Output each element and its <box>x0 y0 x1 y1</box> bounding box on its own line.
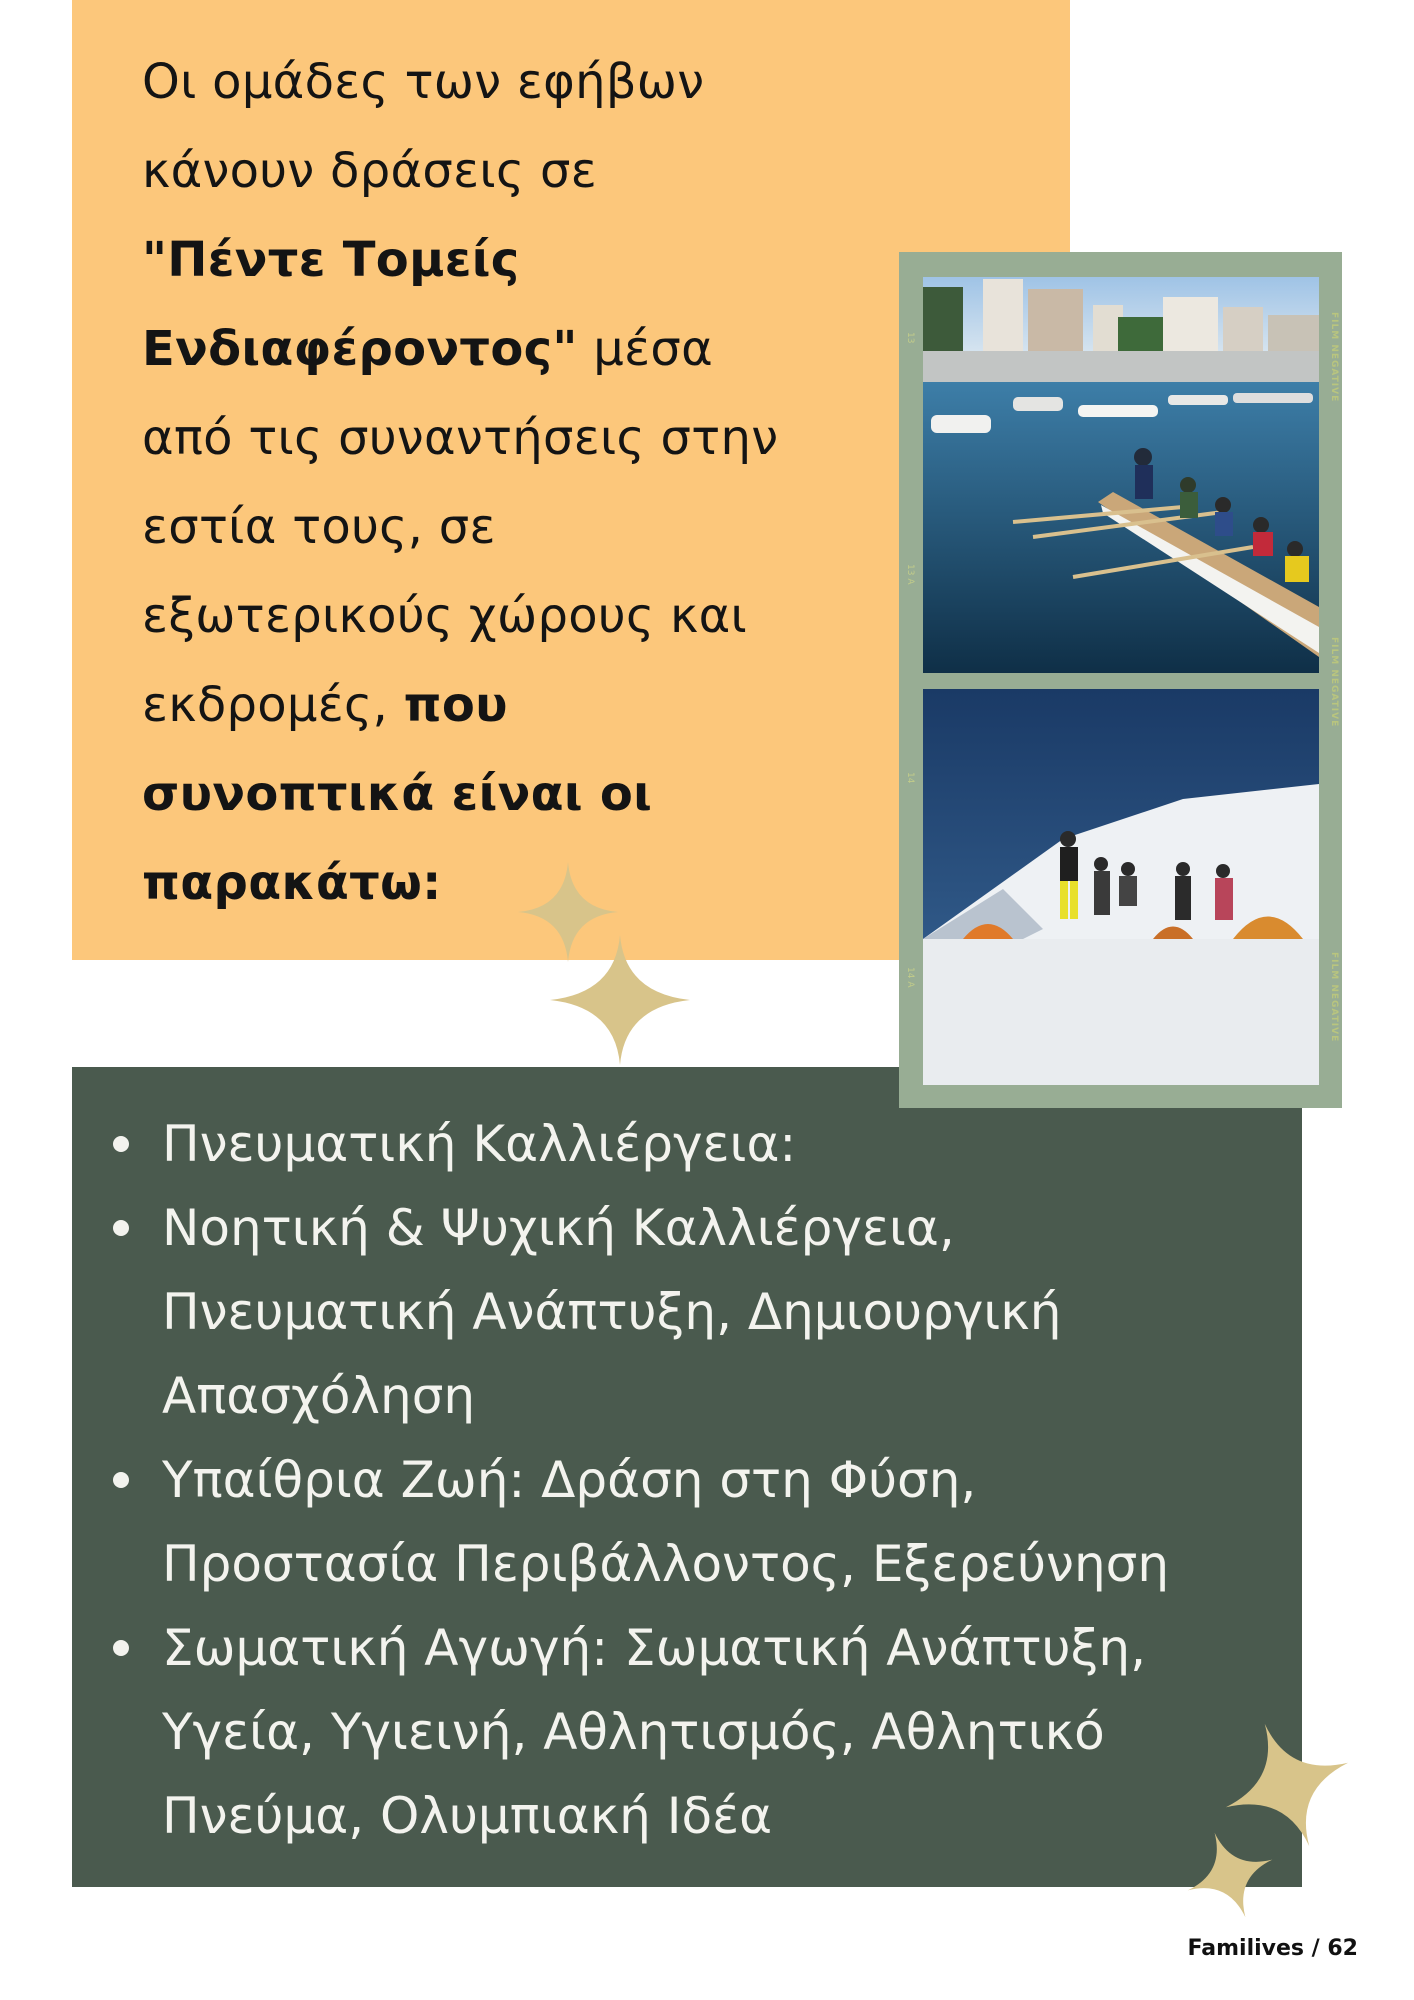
film-label: FILM NEGATIVE <box>1329 952 1339 1043</box>
list-item: Σωματική Αγωγή: Σωματική Ανάπτυξη, Υγεία, Υγιεινή, Αθλητισμός, Αθλητικό Πνεύμα, Ολυμπιακή Ιδέα <box>105 1606 1235 1858</box>
film-mark: 14 A <box>905 967 915 988</box>
film-strip-frame <box>899 252 1342 1108</box>
list-item: Νοητική & Ψυχική Καλλιέργεια, Πνευματική Ανάπτυξη, Δημιουργική Απασχόληση <box>105 1186 1235 1438</box>
sparkle-icon <box>550 935 690 1065</box>
intro-bold-areas: "Πέντε Τομείς Ενδιαφέροντος" <box>142 232 578 377</box>
snow-camp-illustration <box>923 689 1319 1085</box>
rowing-boat-photo <box>923 277 1319 673</box>
activities-list <box>105 1102 1235 1858</box>
intro-line-2: κάνουν δράσεις σε <box>142 143 597 199</box>
intro-line-1: Οι ομάδες των εφήβων <box>142 54 705 110</box>
film-mark: 13 <box>905 332 915 344</box>
list-item: Υπαίθρια Ζωή: Δράση στη Φύση, Προστασία Περιβάλλοντος, Εξερεύνηση <box>105 1438 1235 1606</box>
intro-bold-summary: που συνοπτικά είναι οι παρακάτω: <box>142 677 653 911</box>
page-footer: Familives / 62 <box>1187 1936 1358 1961</box>
list-item: Πνευματική Καλλιέργεια: <box>105 1102 1235 1186</box>
film-label: FILM NEGATIVE <box>1329 637 1339 728</box>
intro-body: μέσα από τις συναντήσεις στην εστία τους, σε εξωτερικούς χώρους και εκδρομές, <box>142 321 779 733</box>
film-mark: 13 A <box>905 564 915 585</box>
intro-text <box>142 38 782 928</box>
snow-camp-photo <box>923 689 1319 1085</box>
film-label: FILM NEGATIVE <box>1329 312 1339 403</box>
rowing-boat-illustration <box>923 277 1319 673</box>
film-mark: 14 <box>905 772 915 784</box>
sparkle-icon <box>1185 1830 1275 1920</box>
